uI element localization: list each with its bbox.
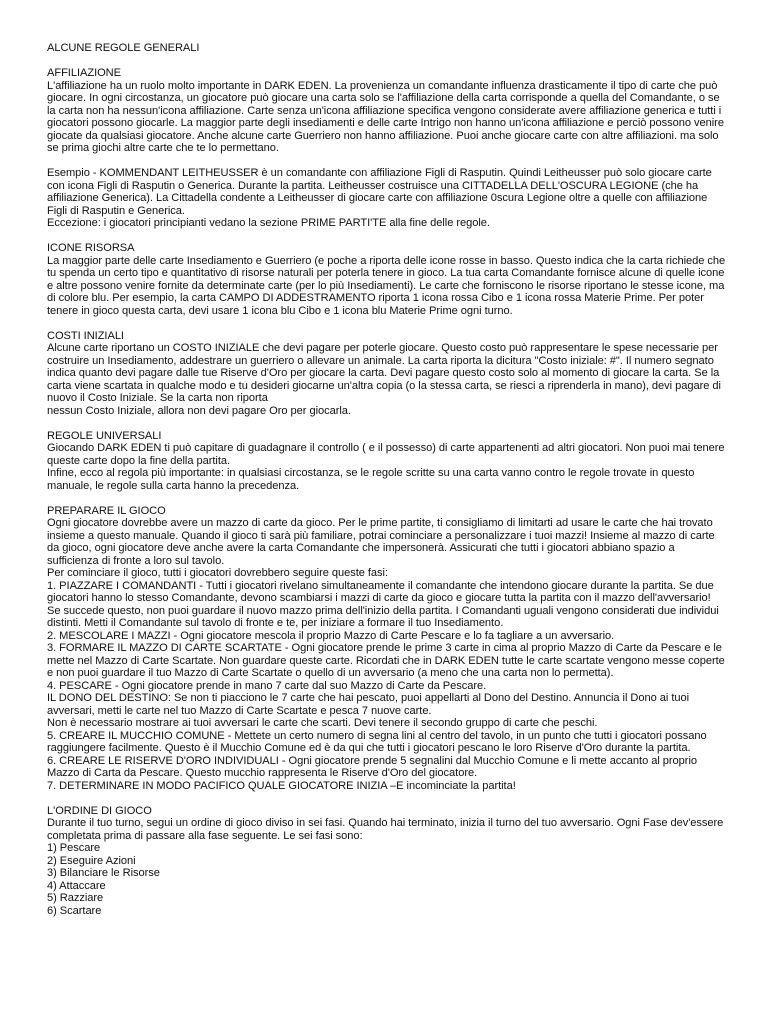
section-affiliazione xyxy=(47,67,727,155)
phase-list xyxy=(47,842,727,917)
section-heading-icone-risorsa: ICONE RISORSA xyxy=(47,242,135,254)
paragraph-affiliazione-exception: Eccezione: i giocatori principianti vedano la sezione PRIME PARTI'TE alla fine delle regole. xyxy=(47,217,490,229)
paragraph-affiliazione-body: L'affiliazione ha un ruolo molto importante in DARK EDEN. La provenienza un comandante influenza drasticamente il tipo di carte che può giocare. In ogni circostanza, un giocatore può giocare una carta solo se l'affiliazione della carta corrisponde a quella del Comandante, o se la carta non ha nessun'icona affiliazione. Carte senza un'icona affiliazione specifica vengono considerate avere affiliazione generica e tutti i giocatori possono giocarle. La maggior parte degli insediamenti e delle carte Intrigo non hanno un'icona affiliazione e perciò possono venire giocate da qualsiasi giocatore. Anche alcune carte Guerriero non hanno affiliazione. Puoi anche giocare carte con altre affiliazioni. ma solo se prima giochi altre carte che te lo permettano. xyxy=(47,79,724,154)
section-icone-risorsa xyxy=(47,242,727,317)
setup-step-6: 6. CREARE LE RISERVE D'ORO INDIVIDUALI - Ogni giocatore prende 5 segnalini dal Mucchio Comune e li mette accanto al proprio Mazzo di Carta da Pescare. Questo mucchio rappresenta le Riserve d'Oro del giocatore. xyxy=(47,754,697,779)
document-page xyxy=(47,42,727,930)
section-heading-ordine: L'ORDINE DI GIOCO xyxy=(47,804,152,817)
paragraph-dono-del-destino-2: Non è necessario mostrare ai tuoi avversari le carte che scarti. Devi tenere il secondo gruppo di carte che peschi. xyxy=(47,717,598,729)
phase-item: 3) Bilanciare le Risorse xyxy=(47,867,160,879)
section-regole-universali xyxy=(47,430,727,493)
main-title: ALCUNE REGOLE GENERALI xyxy=(47,42,200,54)
phase-item: 5) Razziare xyxy=(47,892,104,904)
setup-step-2: 2. MESCOLARE I MAZZI - Ogni giocatore mescola il proprio Mazzo di Carte Pescare e lo fa tagliare a un avversario. xyxy=(47,629,615,642)
section-heading-costi-iniziali: COSTI INIZIALI xyxy=(47,329,124,342)
main-title-block xyxy=(47,42,727,55)
phase-item: 1) Pescare xyxy=(47,842,101,854)
setup-step-7: 7. DETERMINARE IN MODO PACIFICO QUALE GIOCATORE INIZIA –E incominciate la partita! xyxy=(47,779,516,792)
paragraph-preparare-intro2: Per cominciare il gioco, tutti i giocatori dovrebbero seguire queste fasi: xyxy=(47,567,388,579)
paragraph-affiliazione-example: Esempio - KOMMENDANT LEITHEUSSER è un comandante con affiliazione Figli di Rasputin. Quindi Leitheusser può solo giocare carte con icona Figli di Rasputin o Generica. Durante la partita. Leitheusser costruisce una CITTADELLA DELL'OSCURA LEGIONE (che ha affiliazione Generica). La Cittadella condente a Leitheusser di giocare carte con affiliazione 0scura Legione oltre a quelle con affiliazione Figli di Rasputin e Generica. xyxy=(47,167,712,217)
setup-step-1: 1. PIAZZARE I COMANDANTI - Tutti i giocatori rivelano simultaneamente il comandante che intendono giocare durante la partita. Se due giocatori hanno lo stesso Comandante, devono scambiarsi i mazzi di carte da gioco e giocare tutta la partita con il mazzo dell'avversario! Se succede questo, non puoi guardare il nuovo mazzo prima dell'inizio della partita. I Comandanti uguali vengono considerati due individui distinti. Metti il Comandante sul tavolo di fronte e te, per iniziare a formare il tuo Insediamento. xyxy=(47,579,719,629)
phase-item: 4) Attaccare xyxy=(47,879,106,892)
phase-item: 6) Scartare xyxy=(47,904,102,917)
paragraph-preparare-intro: Ogni giocatore dovrebbe avere un mazzo di carte da gioco. Per le prime partite, ti consigliamo di limitarti ad usare le carte che hai trovato insieme a questo manuale. Quando il gioco ti sarà più familiare, potrai cominciare a personalizzare i tuoi mazzi! Insieme al mazzo di carte da gioco, ogni giocatore deve anche avere la carta Comandante che impersonerà. Assicurati che tutti i giocatori abbiano spazio a sufficienza di fronte a loro sul tavolo. xyxy=(47,517,715,567)
setup-step-5: 5. CREARE IL MUCCHIO COMUNE - Mettete un certo numero di segna lini al centro del tavolo, in un punto che tutti i giocatori possano raggiungere facilmente. Questo è il Mucchio Comune ed è da qui che tutti i giocatori pescano le loro Riserve d'Oro durante la partita. xyxy=(47,729,707,754)
section-heading-preparare: PREPARARE IL GIOCO xyxy=(47,504,166,517)
section-heading-regole-universali: REGOLE UNIVERSALI xyxy=(47,429,162,442)
setup-step-3: 3. FORMARE IL MAZZO DI CARTE SCARTATE - Ogni giocatore prende le prime 3 carte in cima al proprio Mazzo di Carte da Pescare e le mette nel Mazzo di Carte Scartate. Non guardare queste carte. Ricordati che in DARK EDEN tutte le carte scartate vengono messe coperte e non puoi guardare il tuo Mazzo di Carte Scartate o quello di un avversario (a meno che una carta non lo permetta). xyxy=(47,642,725,679)
paragraph-icone-risorsa-body: La maggior parte delle carte Insediamento e Guerriero (e poche a riporta delle icone rosse in basso. Questo indica che la carta richiede che tu spenda un certo tipo e quantitativo di risorse naturali per poterla tenere in gioco. La tua carta Comandante fornisce alcune di quelle icone e altre possono venire fornite da determinate carte (per lo più Insediamenti). Le carte che forniscono le risorse riportano le stesse icone, ma di colore blu. Per esempio, la carta CAMPO DI ADDESTRAMENTO riporta 1 icona rossa Cibo e 1 icona rossa Materie Prime. Per poter tenere in gioco questa carta, devi usare 1 icona blu Cibo e 1 icona blu Materie Prime ogni turno. xyxy=(47,254,726,317)
phase-item: 2) Eseguire Azioni xyxy=(47,854,136,867)
paragraph-ordine-body: Durante il tuo turno, segui un ordine di gioco diviso in sei fasi. Quando hai terminato, inizia il turno del tuo avversario. Ogni Fase dev'essere completata prima di passare alla fase seguente. Le sei fasi sono: xyxy=(47,817,724,842)
paragraph-costi-iniziali-body2: nessun Costo Iniziale, allora non devi pagare Oro per giocarla. xyxy=(47,404,351,417)
section-costi-iniziali xyxy=(47,330,727,418)
section-heading-affiliazione: AFFILIAZIONE xyxy=(47,67,121,79)
section-ordine-di-gioco xyxy=(47,805,727,918)
section-preparare xyxy=(47,505,727,793)
paragraph-dono-del-destino: IL DONO DEL DESTINO: Se non ti piacciono le 7 carte che hai pescato, puoi appellarti al Dono del Destino. Annuncia il Dono ai tuoi avversari, metti le carte nel tuo Mazzo di Carte Scartate e pesca 7 nuove carte. xyxy=(47,692,690,717)
paragraph-regole-universali-body2: Infine, ecco al regola più importante: in qualsiasi circostanza, se le regole scritte su una carta vanno contro le regole trovate in questo manuale, le regole sulla carta hanno la precedenza. xyxy=(47,467,695,492)
section-affiliazione-example xyxy=(47,167,727,230)
paragraph-costi-iniziali-body: Alcune carte riportano un COSTO INIZIALE che devi pagare per poterle giocare. Questo costo può rappresentare le spese necessarie per costruire un Insediamento, addestrare un guerriero o allevare un animale. La carta riporta la dicitura "Costo iniziale: #". Il numero segnato indica quanto devi pagare dalle tue Riserve d'Oro per giocare la carta. Devi pagare questo costo solo al momento di giocare la carta. Se la carta viene scartata in qualche modo e tu desideri giocarne un'altra copia (o la stessa carta, se riesci a riprenderla in mano), devi pagare di nuovo il Costo Iniziale. Se la carta non riporta xyxy=(47,342,721,404)
paragraph-regole-universali-body: Giocando DARK EDEN ti può capitare di guadagnare il controllo ( e il possesso) di carte appartenenti ad altri giocatori. Non puoi mai tenere queste carte dopo la fine della partita. xyxy=(47,442,725,467)
setup-step-4: 4. PESCARE - Ogni giocatore prende in mano 7 carte dal suo Mazzo di Carte da Pescare. xyxy=(47,679,487,692)
